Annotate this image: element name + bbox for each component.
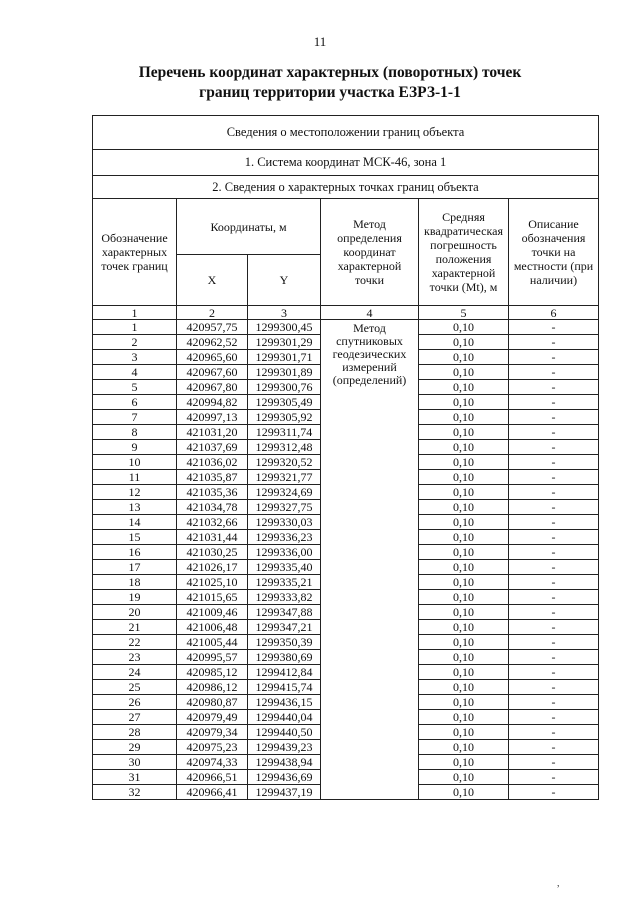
header-coordinates: Координаты, м — [177, 199, 321, 255]
point-number: 11 — [93, 470, 177, 485]
coord-x: 421034,78 — [177, 500, 248, 515]
coord-y: 1299336,23 — [248, 530, 321, 545]
point-number: 21 — [93, 620, 177, 635]
description-value: - — [509, 575, 599, 590]
point-number: 7 — [93, 410, 177, 425]
point-number: 10 — [93, 455, 177, 470]
error-value: 0,10 — [419, 395, 509, 410]
column-number: 5 — [419, 306, 509, 320]
error-value: 0,10 — [419, 320, 509, 335]
coord-x: 420966,41 — [177, 785, 248, 800]
coord-x: 421025,10 — [177, 575, 248, 590]
description-value: - — [509, 785, 599, 800]
description-value: - — [509, 530, 599, 545]
description-value: - — [509, 485, 599, 500]
coord-x: 420965,60 — [177, 350, 248, 365]
description-value: - — [509, 605, 599, 620]
point-number: 32 — [93, 785, 177, 800]
error-value: 0,10 — [419, 650, 509, 665]
description-value: - — [509, 515, 599, 530]
coord-x: 421032,66 — [177, 515, 248, 530]
description-value: - — [509, 710, 599, 725]
coord-y: 1299436,15 — [248, 695, 321, 710]
point-number: 17 — [93, 560, 177, 575]
header-method: Метод определения координат характерной точки — [321, 199, 419, 306]
section-title: Сведения о местоположении границ объекта — [93, 116, 599, 150]
coord-y: 1299438,94 — [248, 755, 321, 770]
column-number: 3 — [248, 306, 321, 320]
description-value: - — [509, 440, 599, 455]
description-value: - — [509, 470, 599, 485]
column-number: 6 — [509, 306, 599, 320]
coord-x: 420985,12 — [177, 665, 248, 680]
coord-x: 421006,48 — [177, 620, 248, 635]
coord-y: 1299301,89 — [248, 365, 321, 380]
error-value: 0,10 — [419, 755, 509, 770]
coord-y: 1299300,45 — [248, 320, 321, 335]
coord-x: 421031,44 — [177, 530, 248, 545]
description-value: - — [509, 635, 599, 650]
coord-y: 1299412,84 — [248, 665, 321, 680]
description-value: - — [509, 455, 599, 470]
point-number: 14 — [93, 515, 177, 530]
coord-y: 1299440,04 — [248, 710, 321, 725]
coord-x: 420997,13 — [177, 410, 248, 425]
header-x: X — [177, 255, 248, 306]
coord-y: 1299380,69 — [248, 650, 321, 665]
point-number: 28 — [93, 725, 177, 740]
point-number: 1 — [93, 320, 177, 335]
point-number: 24 — [93, 665, 177, 680]
coord-y: 1299335,40 — [248, 560, 321, 575]
coord-y: 1299301,71 — [248, 350, 321, 365]
point-number: 30 — [93, 755, 177, 770]
coord-x: 420979,49 — [177, 710, 248, 725]
column-number: 1 — [93, 306, 177, 320]
error-value: 0,10 — [419, 575, 509, 590]
coord-x: 420979,34 — [177, 725, 248, 740]
error-value: 0,10 — [419, 455, 509, 470]
error-value: 0,10 — [419, 710, 509, 725]
coord-y: 1299305,49 — [248, 395, 321, 410]
error-value: 0,10 — [419, 590, 509, 605]
coord-x: 420967,80 — [177, 380, 248, 395]
coord-y: 1299440,50 — [248, 725, 321, 740]
coord-x: 421005,44 — [177, 635, 248, 650]
coord-x: 421035,36 — [177, 485, 248, 500]
description-value: - — [509, 410, 599, 425]
error-value: 0,10 — [419, 425, 509, 440]
header-y: Y — [248, 255, 321, 306]
coord-x: 421015,65 — [177, 590, 248, 605]
title-line-2: границ территории участка ЕЗРЗ-1-1 — [199, 84, 461, 101]
coord-x: 421036,02 — [177, 455, 248, 470]
error-value: 0,10 — [419, 620, 509, 635]
description-value: - — [509, 740, 599, 755]
coord-y: 1299324,69 — [248, 485, 321, 500]
table-body — [93, 320, 599, 800]
coord-y: 1299305,92 — [248, 410, 321, 425]
point-number: 13 — [93, 500, 177, 515]
error-value: 0,10 — [419, 635, 509, 650]
error-value: 0,10 — [419, 680, 509, 695]
coord-y: 1299311,74 — [248, 425, 321, 440]
coord-x: 420957,75 — [177, 320, 248, 335]
error-value: 0,10 — [419, 605, 509, 620]
description-value: - — [509, 335, 599, 350]
coord-y: 1299415,74 — [248, 680, 321, 695]
error-value: 0,10 — [419, 365, 509, 380]
point-number: 29 — [93, 740, 177, 755]
point-number: 12 — [93, 485, 177, 500]
description-value: - — [509, 650, 599, 665]
coord-x: 420994,82 — [177, 395, 248, 410]
description-value: - — [509, 320, 599, 335]
header-description: Описание обозначения точки на местности (при наличии) — [509, 199, 599, 306]
page-number: 11 — [313, 34, 327, 49]
point-number: 4 — [93, 365, 177, 380]
coord-x: 421030,25 — [177, 545, 248, 560]
coord-x: 421009,46 — [177, 605, 248, 620]
coord-y: 1299336,00 — [248, 545, 321, 560]
description-value: - — [509, 725, 599, 740]
error-value: 0,10 — [419, 785, 509, 800]
coord-y: 1299347,88 — [248, 605, 321, 620]
error-value: 0,10 — [419, 380, 509, 395]
error-value: 0,10 — [419, 515, 509, 530]
error-value: 0,10 — [419, 410, 509, 425]
error-value: 0,10 — [419, 335, 509, 350]
header-designation: Обозначение характерных точек границ — [93, 199, 177, 306]
point-number: 3 — [93, 350, 177, 365]
description-value: - — [509, 350, 599, 365]
point-number: 23 — [93, 650, 177, 665]
coord-y: 1299335,21 — [248, 575, 321, 590]
coord-y: 1299347,21 — [248, 620, 321, 635]
coord-x: 420980,87 — [177, 695, 248, 710]
point-number: 27 — [93, 710, 177, 725]
coord-y: 1299301,29 — [248, 335, 321, 350]
coord-y: 1299321,77 — [248, 470, 321, 485]
point-number: 15 — [93, 530, 177, 545]
point-number: 16 — [93, 545, 177, 560]
point-number: 2 — [93, 335, 177, 350]
coord-x: 421026,17 — [177, 560, 248, 575]
error-value: 0,10 — [419, 770, 509, 785]
coord-x: 421037,69 — [177, 440, 248, 455]
column-numbers-row — [93, 306, 599, 320]
coord-y: 1299327,75 — [248, 500, 321, 515]
point-number: 9 — [93, 440, 177, 455]
point-number: 6 — [93, 395, 177, 410]
coord-y: 1299436,69 — [248, 770, 321, 785]
error-value: 0,10 — [419, 545, 509, 560]
method-cell: Метод спутниковых геодезических измерений (определений) — [321, 320, 419, 800]
coord-x: 420986,12 — [177, 680, 248, 695]
coord-x: 420995,57 — [177, 650, 248, 665]
coord-x: 420962,52 — [177, 335, 248, 350]
point-number: 19 — [93, 590, 177, 605]
coord-x: 420967,60 — [177, 365, 248, 380]
error-value: 0,10 — [419, 725, 509, 740]
coordinate-system: 1. Система координат МСК-46, зона 1 — [93, 150, 599, 176]
description-value: - — [509, 695, 599, 710]
description-value: - — [509, 395, 599, 410]
error-value: 0,10 — [419, 350, 509, 365]
document-title — [60, 63, 600, 103]
column-number: 2 — [177, 306, 248, 320]
coord-y: 1299312,48 — [248, 440, 321, 455]
error-value: 0,10 — [419, 470, 509, 485]
description-value: - — [509, 380, 599, 395]
error-value: 0,10 — [419, 530, 509, 545]
point-number: 22 — [93, 635, 177, 650]
coord-y: 1299300,76 — [248, 380, 321, 395]
description-value: - — [509, 755, 599, 770]
header-error: Средняя квадратическая погрешность положения характерной точки (Mt), м — [419, 199, 509, 306]
point-number: 20 — [93, 605, 177, 620]
description-value: - — [509, 665, 599, 680]
point-number: 26 — [93, 695, 177, 710]
coord-x: 421035,87 — [177, 470, 248, 485]
coord-x: 420966,51 — [177, 770, 248, 785]
point-number: 25 — [93, 680, 177, 695]
description-value: - — [509, 620, 599, 635]
description-value: - — [509, 590, 599, 605]
table-row — [93, 320, 599, 335]
title-line-1: Перечень координат характерных (поворотных) точек — [138, 64, 522, 81]
coord-x: 420975,23 — [177, 740, 248, 755]
point-number: 5 — [93, 380, 177, 395]
description-value: - — [509, 770, 599, 785]
point-number: 8 — [93, 425, 177, 440]
error-value: 0,10 — [419, 665, 509, 680]
coord-x: 420974,33 — [177, 755, 248, 770]
error-value: 0,10 — [419, 695, 509, 710]
coord-y: 1299437,19 — [248, 785, 321, 800]
coord-y: 1299330,03 — [248, 515, 321, 530]
description-value: - — [509, 545, 599, 560]
error-value: 0,10 — [419, 440, 509, 455]
description-value: - — [509, 500, 599, 515]
point-number: 18 — [93, 575, 177, 590]
error-value: 0,10 — [419, 485, 509, 500]
coord-y: 1299439,23 — [248, 740, 321, 755]
error-value: 0,10 — [419, 740, 509, 755]
column-number: 4 — [321, 306, 419, 320]
error-value: 0,10 — [419, 500, 509, 515]
coordinates-table — [92, 115, 599, 800]
coord-y: 1299320,52 — [248, 455, 321, 470]
scan-mark: , — [557, 878, 560, 889]
coord-x: 421031,20 — [177, 425, 248, 440]
description-value: - — [509, 365, 599, 380]
description-value: - — [509, 425, 599, 440]
points-title: 2. Сведения о характерных точках границ объекта — [93, 176, 599, 199]
coord-y: 1299333,82 — [248, 590, 321, 605]
error-value: 0,10 — [419, 560, 509, 575]
coord-y: 1299350,39 — [248, 635, 321, 650]
point-number: 31 — [93, 770, 177, 785]
description-value: - — [509, 560, 599, 575]
description-value: - — [509, 680, 599, 695]
